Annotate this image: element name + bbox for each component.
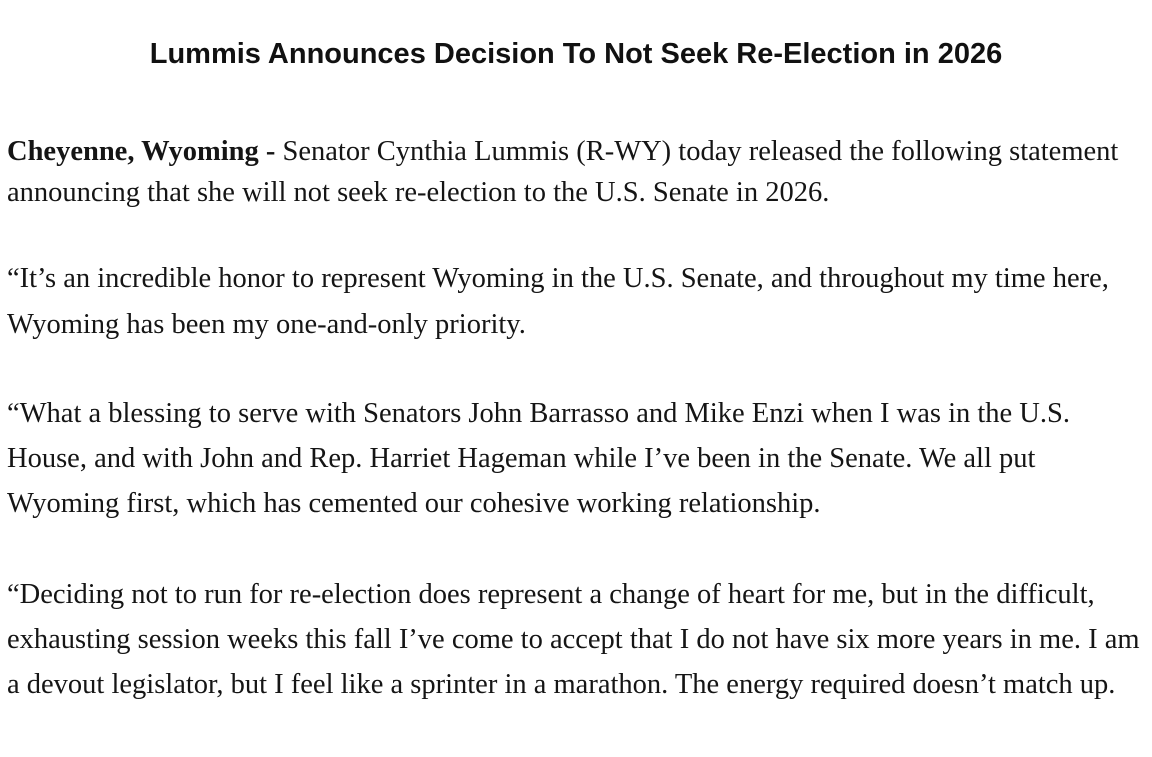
quote-paragraph-1: “It’s an incredible honor to represent Wyoming in the U.S. Senate, and throughout my time here, Wyoming has been my one-and-only priority. bbox=[7, 263, 1109, 340]
headline: Lummis Announces Decision To Not Seek Re-Election in 2026 bbox=[149, 38, 1003, 70]
quote-paragraph-3: “Deciding not to run for re-election does represent a change of heart for me, but in the difficult, exhausting session weeks this fall I’ve come to accept that I do not have six more years in me. I am a devout legislator, but I feel like a sprinter in a marathon. The energy required doesn’t match up. bbox=[7, 579, 1140, 700]
dateline: Cheyenne, Wyoming - bbox=[7, 136, 276, 167]
intro-paragraph bbox=[7, 131, 1147, 213]
quote-paragraph-2: “What a blessing to serve with Senators John Barrasso and Mike Enzi when I was in the U.S. House, and with John and Rep. Harriet Hageman while I’ve been in the Senate. We all put Wyoming first, which has cemented our cohesive working relationship. bbox=[7, 398, 1070, 519]
intro-text: Senator Cynthia Lummis (R-WY) today released the following statement announcing that she will not seek re-election to the U.S. Senate in 2026. bbox=[7, 136, 1119, 208]
